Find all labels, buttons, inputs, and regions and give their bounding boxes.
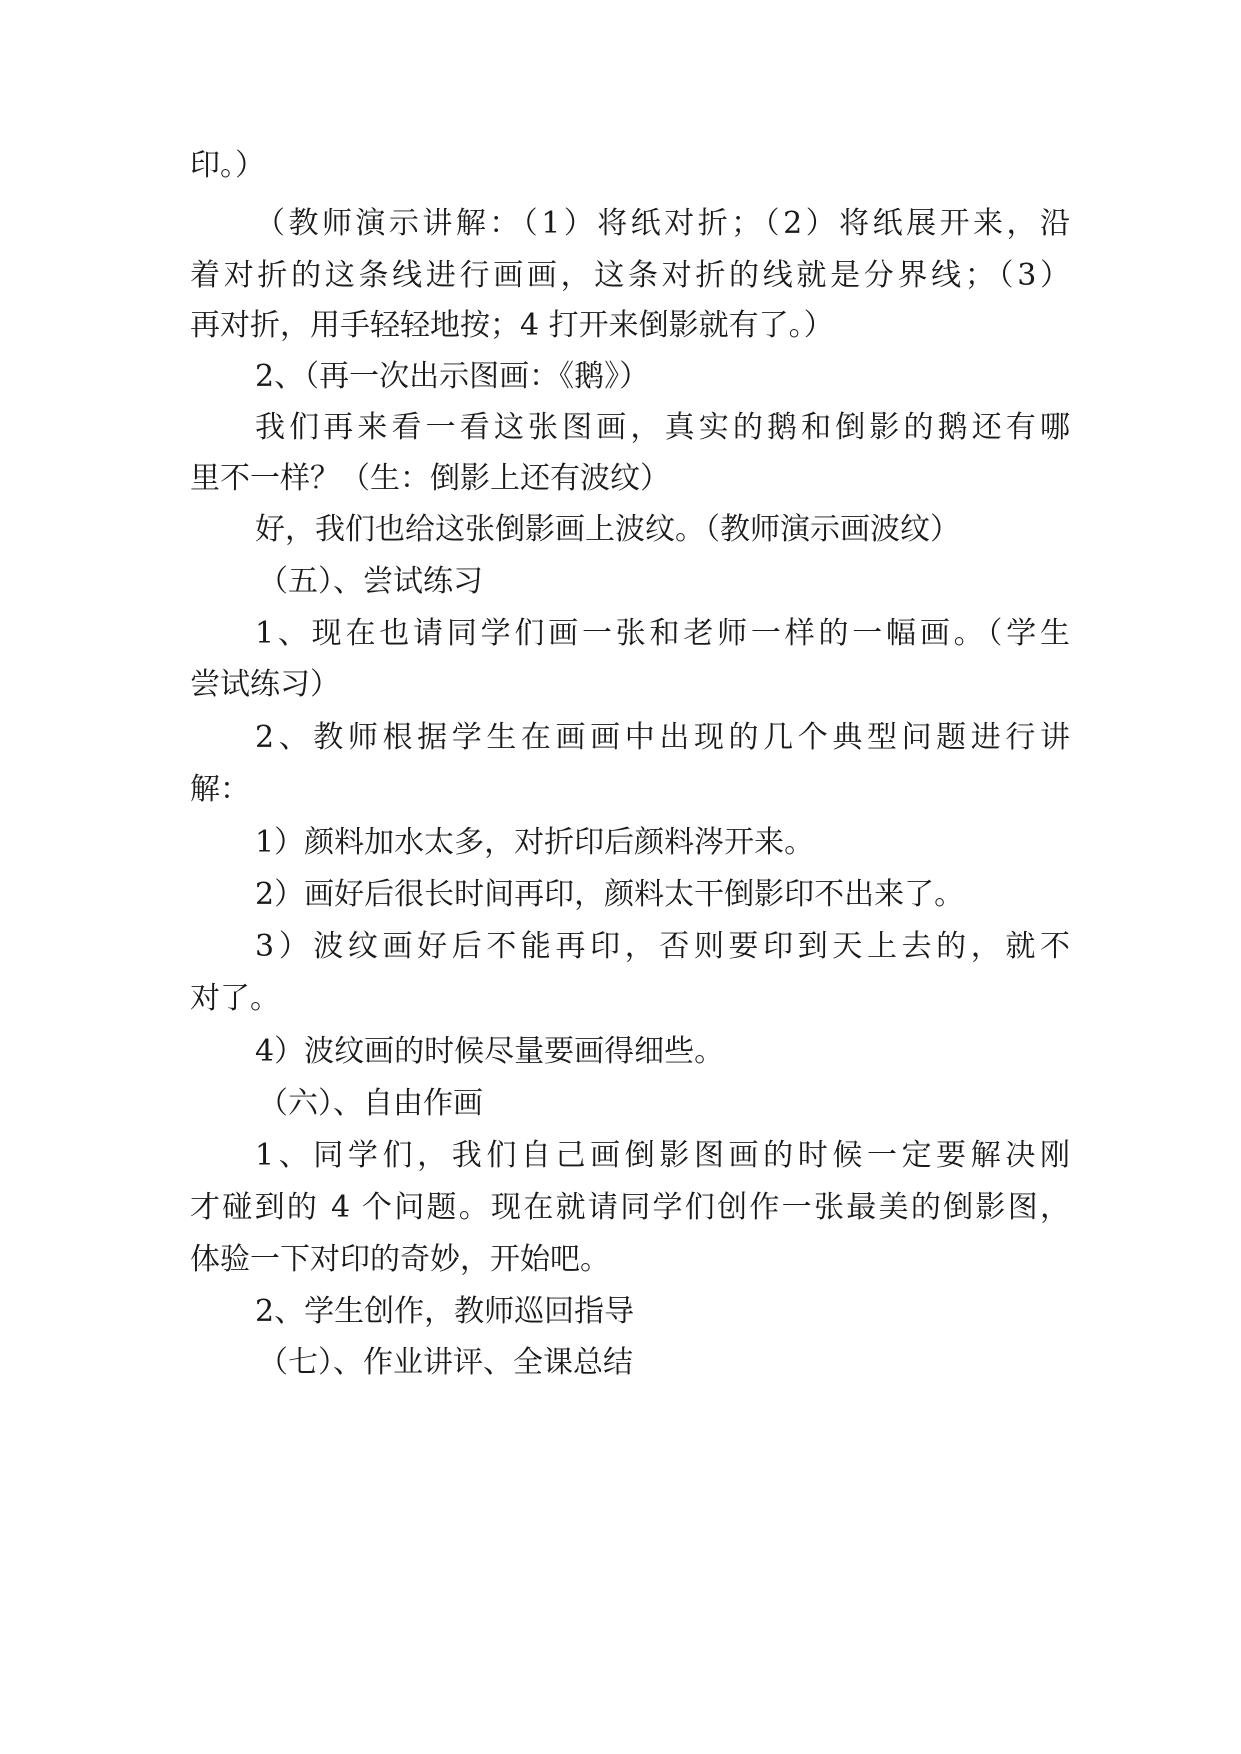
- text-line: 再对折，用手轻轻地按；4 打开来倒影就有了。）: [190, 308, 834, 343]
- paragraph-line: 4）波纹画的时候尽量要画得细些。: [255, 1034, 725, 1069]
- paragraph-line: 2）画好后很长时间再印，颜料太干倒影印不出来了。: [255, 877, 965, 912]
- text-line: 着对折的这条线进行画画，这条对折的线就是分界线；（3）: [190, 258, 1070, 293]
- paragraph-line: 2、教师根据学生在画画中出现的几个典型问题进行讲: [255, 720, 1070, 755]
- text-line: 印。）: [190, 148, 265, 183]
- paragraph-line: 1、现在也请同学们画一张和老师一样的一幅画。（学生: [255, 616, 1070, 651]
- section-heading: （六）、自由作画: [258, 1086, 483, 1121]
- text-line: 体验一下对印的奇妙，开始吧。: [190, 1242, 610, 1277]
- paragraph-line: 好，我们也给这张倒影画上波纹。（教师演示画波纹）: [255, 512, 960, 547]
- text-line: 尝试练习）: [190, 667, 340, 702]
- paragraph-line: 1）颜料加水太多，对折印后颜料涔开来。: [255, 825, 815, 860]
- text-line: 解：: [190, 772, 250, 807]
- section-heading: （七）、作业讲评、全课总结: [258, 1345, 633, 1380]
- paragraph-line: （教师演示讲解：（1）将纸对折；（2）将纸展开来，沿: [255, 206, 1070, 241]
- paragraph-line: 我们再来看一看这张图画，真实的鹅和倒影的鹅还有哪: [255, 410, 1070, 445]
- section-heading: （五）、尝试练习: [258, 564, 483, 599]
- text-line: 对了。: [190, 981, 280, 1016]
- paragraph-line: 2、（再一次出示图画：《鹅》）: [255, 359, 650, 394]
- text-line: 才碰到的 4 个问题。现在就请同学们创作一张最美的倒影图，: [190, 1190, 1070, 1225]
- paragraph-line: 3）波纹画好后不能再印，否则要印到天上去的，就不: [255, 929, 1070, 964]
- text-line: 里不一样？（生：倒影上还有波纹）: [190, 461, 670, 496]
- paragraph-line: 2、学生创作，教师巡回指导: [255, 1294, 635, 1329]
- paragraph-line: 1、同学们，我们自己画倒影图画的时候一定要解决刚: [255, 1138, 1070, 1173]
